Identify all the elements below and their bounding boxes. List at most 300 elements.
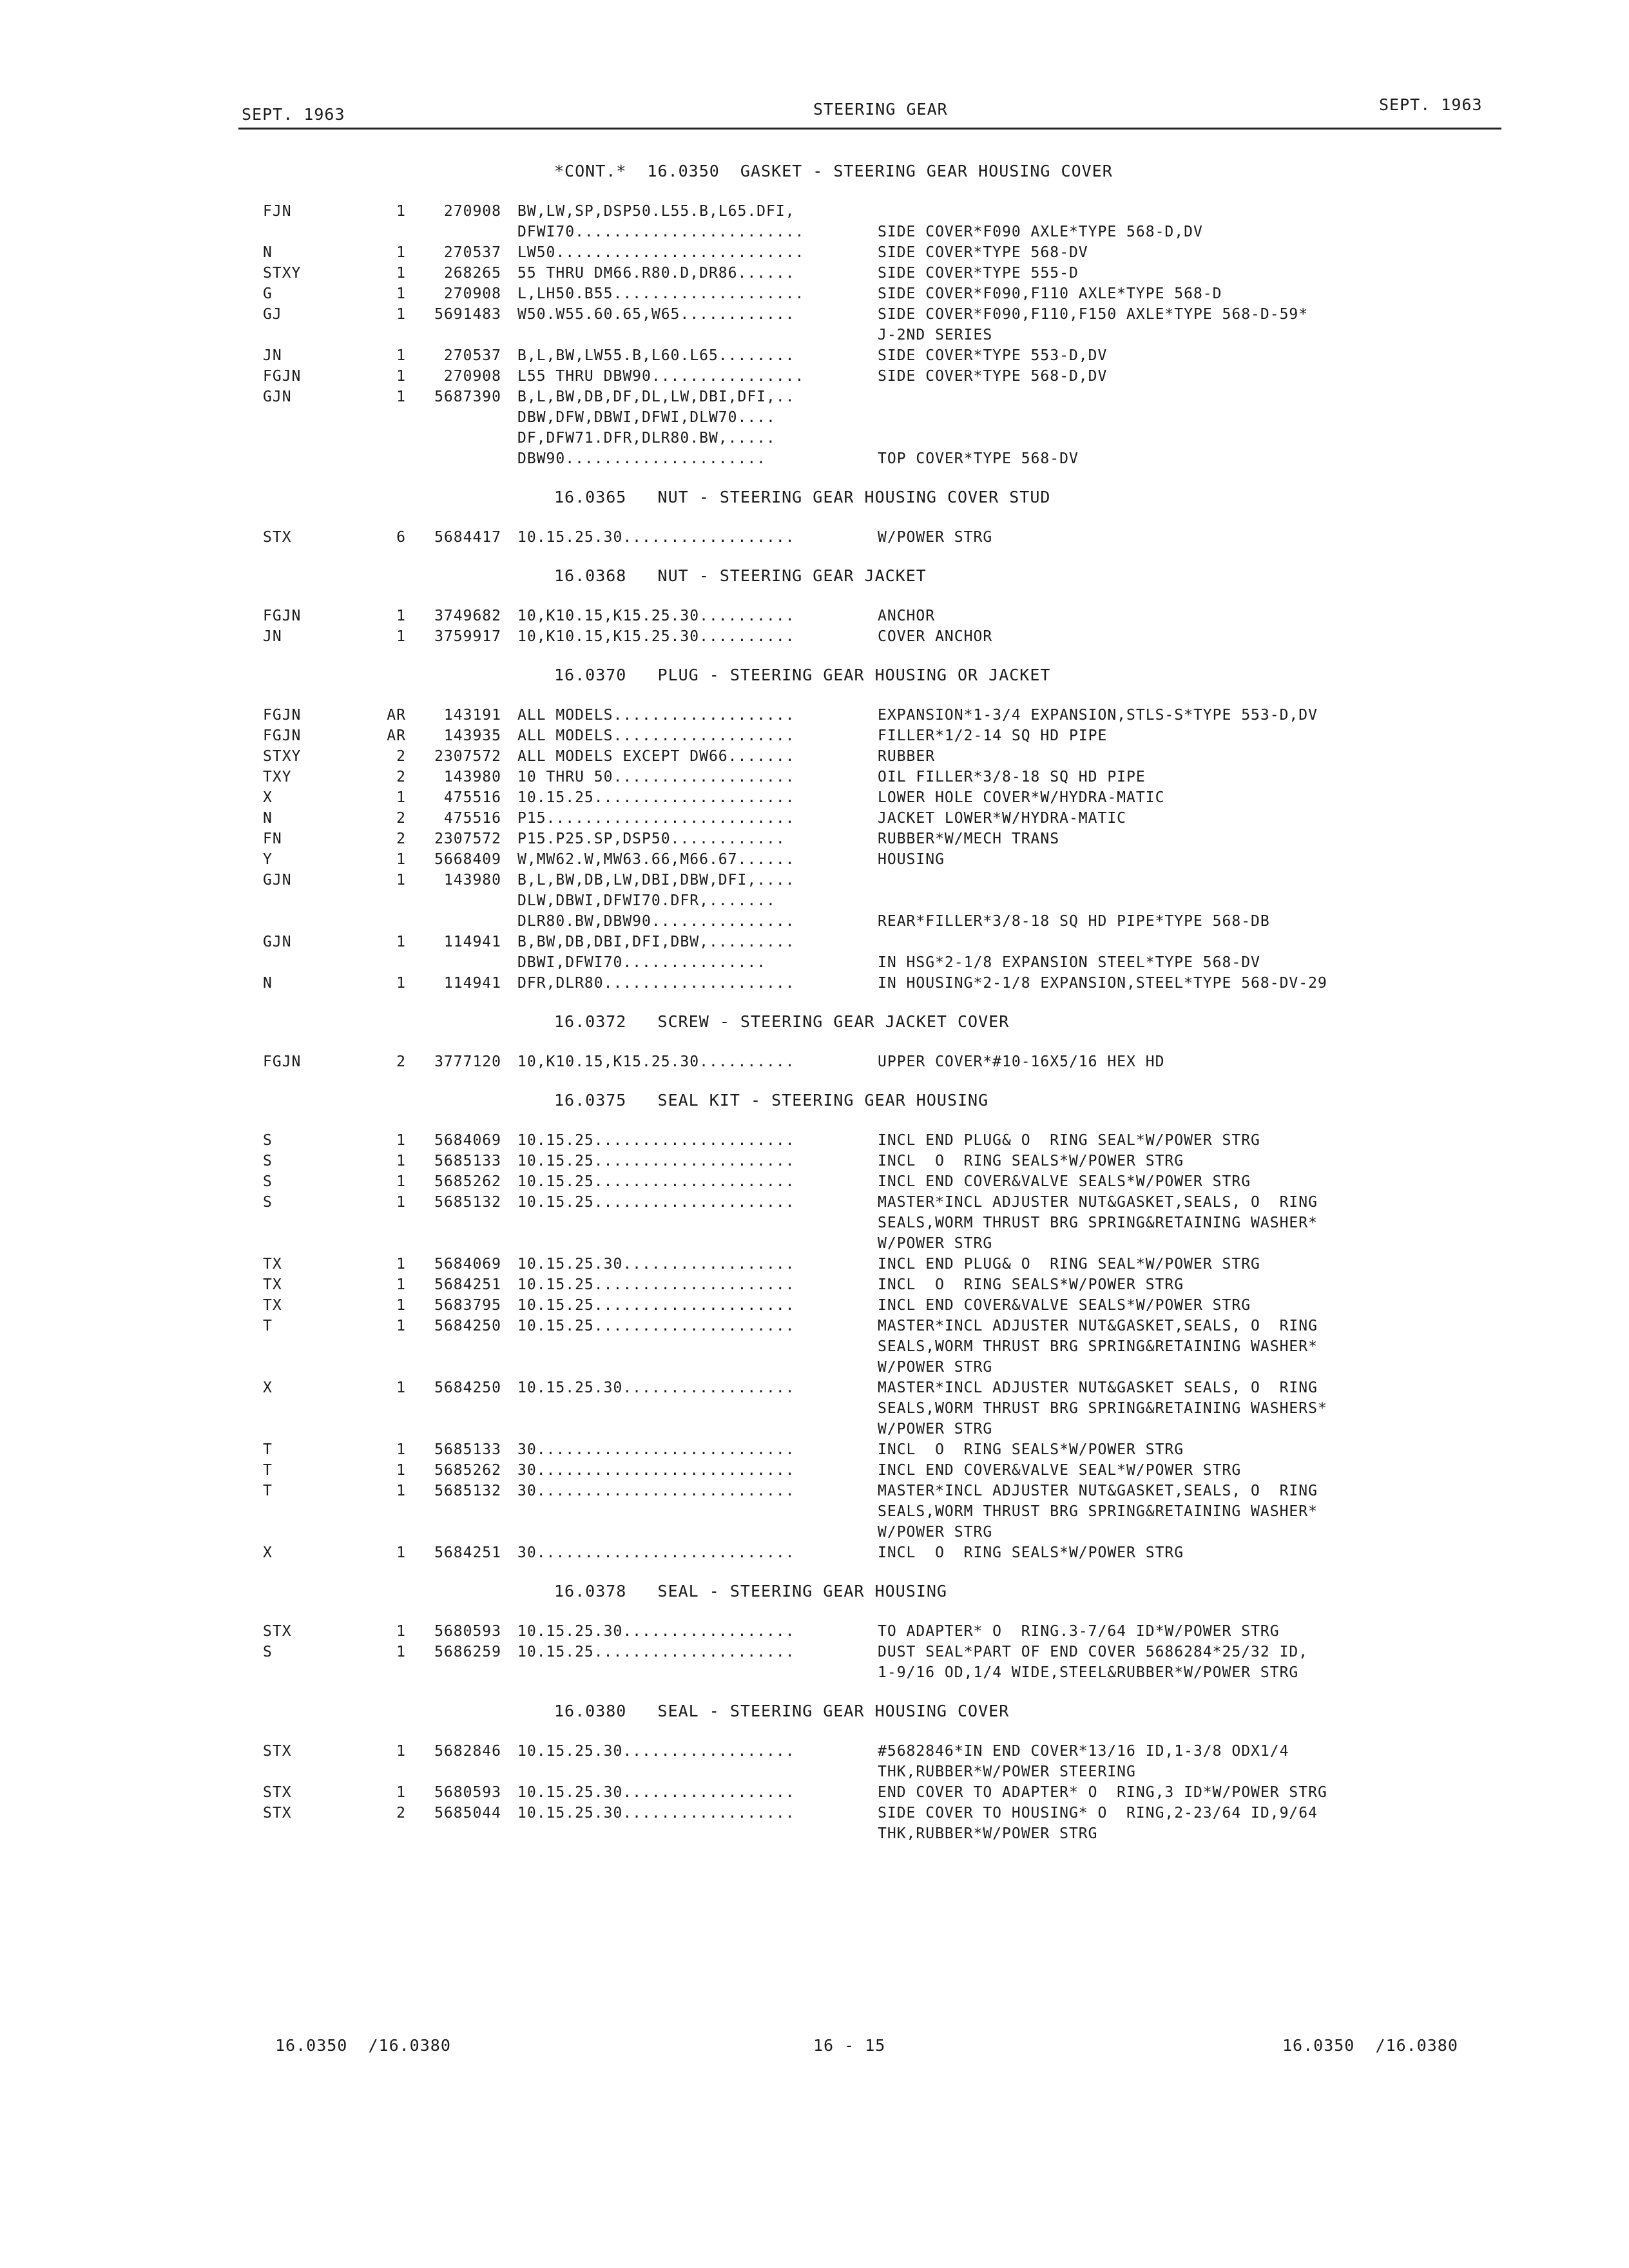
quantity: 1 xyxy=(396,244,406,261)
applicability-code: S xyxy=(263,1644,273,1660)
part-description: INCL O RING SEALS*W/POWER STRG xyxy=(878,1441,1184,1458)
entry-line xyxy=(0,767,1629,787)
entry-line xyxy=(0,952,1629,973)
part-number: 5691483 xyxy=(434,306,501,323)
applicability-code: JN xyxy=(263,628,282,645)
footer-range-right: 16.0350 /16.0380 xyxy=(1282,2036,1458,2055)
part-entry xyxy=(0,201,1629,242)
part-description: W/POWER STRG xyxy=(878,1421,993,1437)
header-title: STEERING GEAR xyxy=(813,100,948,119)
entry-line xyxy=(0,606,1629,626)
entry-line xyxy=(0,932,1629,952)
applicability-code: T xyxy=(263,1483,273,1499)
part-description: SEALS,WORM THRUST BRG SPRING&RETAINING WASHER* xyxy=(878,1338,1318,1355)
part-description: FILLER*1/2-14 SQ HD PIPE xyxy=(878,727,1108,744)
quantity: 2 xyxy=(396,748,406,765)
entry-line xyxy=(0,1357,1629,1378)
entry-line xyxy=(0,829,1629,849)
section-title: 16.0370 PLUG - STEERING GEAR HOUSING OR JACKET xyxy=(554,666,1051,684)
section-title: *CONT.* 16.0350 GASKET - STEERING GEAR HOUSING COVER xyxy=(554,162,1113,180)
applicability-code: X xyxy=(263,1379,273,1396)
model-list: 10.15.25..................... xyxy=(517,1132,795,1149)
quantity: 1 xyxy=(396,368,406,385)
entry-line xyxy=(0,1233,1629,1254)
part-description: DUST SEAL*PART OF END COVER 5686284*25/32 ID, xyxy=(878,1644,1309,1660)
quantity: 1 xyxy=(396,1743,406,1760)
model-list: 10.15.25..................... xyxy=(517,789,795,806)
quantity: AR xyxy=(387,727,406,744)
part-entry xyxy=(0,973,1629,994)
model-list: 10.15.25.30.................. xyxy=(517,1805,795,1821)
applicability-code: STX xyxy=(263,1805,292,1821)
part-description: SIDE COVER*TYPE 568-DV xyxy=(878,244,1088,261)
model-list: DBWI,DFWI70............... xyxy=(517,954,767,971)
part-number: 270908 xyxy=(443,285,501,302)
part-entry xyxy=(0,606,1629,626)
part-description: JACKET LOWER*W/HYDRA-MATIC xyxy=(878,810,1127,827)
entry-line xyxy=(0,911,1629,932)
entry-line xyxy=(0,1295,1629,1316)
part-description: RUBBER*W/MECH TRANS xyxy=(878,831,1060,847)
model-list: ALL MODELS................... xyxy=(517,707,795,724)
model-list: 10,K10.15,K15.25.30.......... xyxy=(517,1053,795,1070)
part-number: 114941 xyxy=(443,934,501,950)
applicability-code: X xyxy=(263,789,273,806)
quantity: 2 xyxy=(396,769,406,785)
part-entry xyxy=(0,1481,1629,1542)
header-divider xyxy=(238,128,1501,130)
applicability-code: T xyxy=(263,1441,273,1458)
part-number: 143980 xyxy=(443,872,501,889)
entry-line xyxy=(0,1336,1629,1357)
entry-line xyxy=(0,1823,1629,1844)
part-entry xyxy=(0,527,1629,548)
part-entry xyxy=(0,1171,1629,1192)
part-entry xyxy=(0,1192,1629,1254)
part-description: J-2ND SERIES xyxy=(878,327,993,343)
quantity: 2 xyxy=(396,1805,406,1821)
part-description: MASTER*INCL ADJUSTER NUT&GASKET,SEALS, O RING xyxy=(878,1318,1318,1334)
part-number: 5684250 xyxy=(434,1318,501,1334)
part-description: UPPER COVER*#10-16X5/16 HEX HD xyxy=(878,1053,1165,1070)
entry-line xyxy=(0,1662,1629,1683)
part-description: MASTER*INCL ADJUSTER NUT&GASKET,SEALS, O RING xyxy=(878,1483,1318,1499)
model-list: 10.15.25.30.................. xyxy=(517,1379,795,1396)
part-entry xyxy=(0,626,1629,647)
section-title: 16.0380 SEAL - STEERING GEAR HOUSING COVER xyxy=(554,1702,1010,1720)
part-number: 114941 xyxy=(443,975,501,992)
part-entry xyxy=(0,746,1629,767)
quantity: 1 xyxy=(396,265,406,282)
quantity: 1 xyxy=(396,1623,406,1640)
applicability-code: T xyxy=(263,1318,273,1334)
quantity: 2 xyxy=(396,810,406,827)
applicability-code: S xyxy=(263,1173,273,1190)
model-list: 10.15.25..................... xyxy=(517,1153,795,1169)
entry-line xyxy=(0,1398,1629,1419)
entry-line xyxy=(0,1151,1629,1171)
entry-line xyxy=(0,1481,1629,1501)
entry-line xyxy=(0,242,1629,263)
quantity: 1 xyxy=(396,389,406,405)
quantity: 1 xyxy=(396,1644,406,1660)
applicability-code: N xyxy=(263,975,273,992)
part-number: 5685044 xyxy=(434,1805,501,1821)
model-list: DBW,DFW,DBWI,DFWI,DLW70.... xyxy=(517,409,776,426)
part-entry xyxy=(0,1803,1629,1844)
model-list: 30........................... xyxy=(517,1441,795,1458)
part-entry xyxy=(0,1254,1629,1274)
part-entry xyxy=(0,767,1629,787)
quantity: 1 xyxy=(396,1173,406,1190)
part-number: 5686259 xyxy=(434,1644,501,1660)
part-description: TOP COVER*TYPE 568-DV xyxy=(878,450,1079,467)
model-list: 10.15.25.30.................. xyxy=(517,1743,795,1760)
entry-line xyxy=(0,304,1629,325)
part-description: THK,RUBBER*W/POWER STEERING xyxy=(878,1763,1136,1780)
applicability-code: X xyxy=(263,1544,273,1561)
quantity: 1 xyxy=(396,789,406,806)
part-description: LOWER HOLE COVER*W/HYDRA-MATIC xyxy=(878,789,1165,806)
applicability-code: N xyxy=(263,244,273,261)
entry-line xyxy=(0,870,1629,890)
quantity: 1 xyxy=(396,1379,406,1396)
part-description: IN HSG*2-1/8 EXPANSION STEEL*TYPE 568-DV xyxy=(878,954,1260,971)
quantity: 1 xyxy=(396,872,406,889)
part-description: INCL END COVER&VALVE SEALS*W/POWER STRG xyxy=(878,1297,1251,1314)
model-list: 10 THRU 50................... xyxy=(517,769,795,785)
part-number: 475516 xyxy=(443,810,501,827)
part-description: SIDE COVER*F090,F110 AXLE*TYPE 568-D xyxy=(878,285,1222,302)
model-list: 10.15.25..................... xyxy=(517,1297,795,1314)
part-entry xyxy=(0,849,1629,870)
model-list: 10.15.25..................... xyxy=(517,1276,795,1293)
quantity: 1 xyxy=(396,1318,406,1334)
entry-line xyxy=(0,1130,1629,1151)
part-entry xyxy=(0,1052,1629,1072)
part-description: ANCHOR xyxy=(878,608,936,624)
part-entry xyxy=(0,1130,1629,1151)
entry-line xyxy=(0,448,1629,469)
applicability-code: TX xyxy=(263,1297,282,1314)
applicability-code: GJN xyxy=(263,389,292,405)
part-description: W/POWER STRG xyxy=(878,1359,993,1376)
applicability-code: STXY xyxy=(263,265,302,282)
entry-line xyxy=(0,1741,1629,1762)
part-description: 1-9/16 OD,1/4 WIDE,STEEL&RUBBER*W/POWER STRG xyxy=(878,1664,1299,1681)
quantity: 1 xyxy=(396,1194,406,1211)
part-number: 5684069 xyxy=(434,1132,501,1149)
model-list: 30........................... xyxy=(517,1483,795,1499)
entry-line xyxy=(0,201,1629,222)
section-title: 16.0378 SEAL - STEERING GEAR HOUSING xyxy=(554,1582,947,1600)
model-list: 10.15.25.30.................. xyxy=(517,1784,795,1801)
applicability-code: STX xyxy=(263,529,292,546)
entry-line xyxy=(0,1621,1629,1642)
part-number: 5684069 xyxy=(434,1256,501,1273)
part-entry xyxy=(0,1741,1629,1782)
part-description: HOUSING xyxy=(878,851,945,868)
applicability-code: FGJN xyxy=(263,1053,302,1070)
part-number: 270537 xyxy=(443,244,501,261)
entry-line xyxy=(0,746,1629,767)
entry-line xyxy=(0,1378,1629,1398)
part-description: REAR*FILLER*3/8-18 SQ HD PIPE*TYPE 568-DB xyxy=(878,913,1270,930)
part-number: 5685132 xyxy=(434,1194,501,1211)
applicability-code: FGJN xyxy=(263,727,302,744)
part-description: INCL END PLUG& O RING SEAL*W/POWER STRG xyxy=(878,1132,1260,1149)
part-number: 5684417 xyxy=(434,529,501,546)
entry-line xyxy=(0,1192,1629,1213)
applicability-code: T xyxy=(263,1462,273,1479)
part-description: W/POWER STRG xyxy=(878,529,993,546)
quantity: 1 xyxy=(396,1256,406,1273)
model-list: B,L,BW,LW55.B,L60.L65........ xyxy=(517,347,795,364)
entry-line xyxy=(0,345,1629,366)
model-list: L,LH50.B55.................... xyxy=(517,285,805,302)
part-description: COVER ANCHOR xyxy=(878,628,993,645)
footer-range-left: 16.0350 /16.0380 xyxy=(275,2036,451,2055)
model-list: DBW90..................... xyxy=(517,450,767,467)
part-number: 5684251 xyxy=(434,1276,501,1293)
model-list: 10.15.25.30.................. xyxy=(517,1623,795,1640)
entry-line xyxy=(0,1171,1629,1192)
entry-line xyxy=(0,726,1629,746)
entry-line xyxy=(0,787,1629,808)
part-description: SIDE COVER*TYPE 553-D,DV xyxy=(878,347,1108,364)
part-number: 143980 xyxy=(443,769,501,785)
part-entry xyxy=(0,1274,1629,1295)
model-list: L55 THRU DBW90................ xyxy=(517,368,805,385)
part-number: 2307572 xyxy=(434,831,501,847)
part-description: MASTER*INCL ADJUSTER NUT&GASKET,SEALS, O RING xyxy=(878,1194,1318,1211)
part-number: 5685133 xyxy=(434,1153,501,1169)
model-list: 10.15.25..................... xyxy=(517,1173,795,1190)
entry-line xyxy=(0,973,1629,994)
header-date-left: SEPT. 1963 xyxy=(242,105,345,124)
section-title: 16.0365 NUT - STEERING GEAR HOUSING COVER STUD xyxy=(554,488,1051,506)
applicability-code: STX xyxy=(263,1743,292,1760)
part-entry xyxy=(0,304,1629,345)
quantity: 1 xyxy=(396,1483,406,1499)
entry-line xyxy=(0,366,1629,387)
part-number: 5680593 xyxy=(434,1784,501,1801)
model-list: 10.15.25.30.................. xyxy=(517,529,795,546)
entry-line xyxy=(0,428,1629,448)
quantity: 1 xyxy=(396,1441,406,1458)
part-entry xyxy=(0,829,1629,849)
quantity: 1 xyxy=(396,1297,406,1314)
part-entry xyxy=(0,808,1629,829)
quantity: 1 xyxy=(396,851,406,868)
part-number: 5687390 xyxy=(434,389,501,405)
applicability-code: S xyxy=(263,1194,273,1211)
entry-line xyxy=(0,1274,1629,1295)
entry-line xyxy=(0,284,1629,304)
part-number: 5685132 xyxy=(434,1483,501,1499)
model-list: 10.15.25..................... xyxy=(517,1194,795,1211)
part-entry xyxy=(0,284,1629,304)
applicability-code: GJN xyxy=(263,934,292,950)
model-list: P15.P25.SP,DSP50............ xyxy=(517,831,786,847)
quantity: 1 xyxy=(396,608,406,624)
quantity: 1 xyxy=(396,1784,406,1801)
entry-line xyxy=(0,1803,1629,1823)
model-list: P15.......................... xyxy=(517,810,795,827)
entry-line xyxy=(0,849,1629,870)
part-description: INCL END COVER&VALVE SEALS*W/POWER STRG xyxy=(878,1173,1251,1190)
applicability-code: STX xyxy=(263,1623,292,1640)
part-number: 143191 xyxy=(443,707,501,724)
header-date-right: SEPT. 1963 xyxy=(1379,95,1483,114)
part-description: RUBBER xyxy=(878,748,936,765)
applicability-code: Y xyxy=(263,851,273,868)
entry-line xyxy=(0,808,1629,829)
section-title: 16.0368 NUT - STEERING GEAR JACKET xyxy=(554,566,927,585)
model-list: W,MW62.W,MW63.66,M66.67...... xyxy=(517,851,795,868)
entry-line xyxy=(0,1762,1629,1782)
applicability-code: FN xyxy=(263,831,282,847)
part-entry xyxy=(0,1151,1629,1171)
part-description: SIDE COVER*TYPE 555-D xyxy=(878,265,1079,282)
model-list: 30........................... xyxy=(517,1544,795,1561)
part-description: MASTER*INCL ADJUSTER NUT&GASKET SEALS, O RING xyxy=(878,1379,1318,1396)
part-entry xyxy=(0,1316,1629,1378)
entry-line xyxy=(0,263,1629,284)
model-list: 10.15.25..................... xyxy=(517,1318,795,1334)
applicability-code: GJN xyxy=(263,872,292,889)
part-number: 5685133 xyxy=(434,1441,501,1458)
entry-line xyxy=(0,1460,1629,1481)
entry-line xyxy=(0,1213,1629,1233)
part-number: 5680593 xyxy=(434,1623,501,1640)
part-number: 3777120 xyxy=(434,1053,501,1070)
model-list: ALL MODELS................... xyxy=(517,727,795,744)
part-entry xyxy=(0,870,1629,932)
model-list: B,L,BW,DB,DF,DL,LW,DBI,DFI,.. xyxy=(517,389,795,405)
part-number: 5683795 xyxy=(434,1297,501,1314)
part-number: 5685262 xyxy=(434,1462,501,1479)
quantity: 1 xyxy=(396,1153,406,1169)
model-list: 10,K10.15,K15.25.30.......... xyxy=(517,608,795,624)
quantity: 2 xyxy=(396,831,406,847)
applicability-code: N xyxy=(263,810,273,827)
part-entry xyxy=(0,345,1629,366)
entry-line xyxy=(0,1254,1629,1274)
part-entry xyxy=(0,263,1629,284)
entry-line xyxy=(0,1419,1629,1439)
model-list: LW50.......................... xyxy=(517,244,805,261)
applicability-code: S xyxy=(263,1153,273,1169)
part-description: OIL FILLER*3/8-18 SQ HD PIPE xyxy=(878,769,1146,785)
part-description: EXPANSION*1-3/4 EXPANSION,STLS-S*TYPE 553-D,DV xyxy=(878,707,1318,724)
part-entry xyxy=(0,705,1629,726)
quantity: 1 xyxy=(396,628,406,645)
part-description: INCL END COVER&VALVE SEAL*W/POWER STRG xyxy=(878,1462,1242,1479)
entry-line xyxy=(0,407,1629,428)
part-number: 143935 xyxy=(443,727,501,744)
part-description: INCL O RING SEALS*W/POWER STRG xyxy=(878,1153,1184,1169)
quantity: 1 xyxy=(396,975,406,992)
model-list: 55 THRU DM66.R80.D,DR86...... xyxy=(517,265,795,282)
part-number: 5682846 xyxy=(434,1743,501,1760)
quantity: 1 xyxy=(396,934,406,950)
applicability-code: JN xyxy=(263,347,282,364)
model-list: 10.15.25..................... xyxy=(517,1644,795,1660)
model-list: DLR80.BW,DBW90............... xyxy=(517,913,795,930)
model-list: DFR,DLR80.................... xyxy=(517,975,795,992)
entry-line xyxy=(0,387,1629,407)
part-entry xyxy=(0,726,1629,746)
quantity: 6 xyxy=(396,529,406,546)
part-description: TO ADAPTER* O RING.3-7/64 ID*W/POWER STRG xyxy=(878,1623,1280,1640)
part-number: 5684250 xyxy=(434,1379,501,1396)
footer-page-number: 16 - 15 xyxy=(813,2036,886,2055)
entry-line xyxy=(0,1316,1629,1336)
entry-line xyxy=(0,890,1629,911)
applicability-code: S xyxy=(263,1132,273,1149)
quantity: 1 xyxy=(396,1462,406,1479)
applicability-code: TX xyxy=(263,1276,282,1293)
entry-line xyxy=(0,1642,1629,1662)
quantity: 1 xyxy=(396,285,406,302)
part-description: INCL END PLUG& O RING SEAL*W/POWER STRG xyxy=(878,1256,1260,1273)
model-list: W50.W55.60.65,W65............ xyxy=(517,306,795,323)
part-description: SIDE COVER*TYPE 568-D,DV xyxy=(878,368,1108,385)
entry-line xyxy=(0,1052,1629,1072)
entry-line xyxy=(0,325,1629,345)
model-list: 10.15.25.30.................. xyxy=(517,1256,795,1273)
quantity: 1 xyxy=(396,203,406,220)
section-title: 16.0375 SEAL KIT - STEERING GEAR HOUSING xyxy=(554,1091,989,1110)
part-entry xyxy=(0,1378,1629,1439)
part-description: IN HOUSING*2-1/8 EXPANSION,STEEL*TYPE 568-DV-29 xyxy=(878,975,1327,992)
part-number: 5685262 xyxy=(434,1173,501,1190)
model-list: B,BW,DB,DBI,DFI,DBW,......... xyxy=(517,934,795,950)
part-number: 3759917 xyxy=(434,628,501,645)
part-number: 268265 xyxy=(443,265,501,282)
model-list: BW,LW,SP,DSP50.L55.B,L65.DFI, xyxy=(517,203,795,220)
part-entry xyxy=(0,932,1629,973)
applicability-code: FGJN xyxy=(263,608,302,624)
part-entry xyxy=(0,387,1629,469)
part-description: SIDE COVER TO HOUSING* O RING,2-23/64 ID,9/64 xyxy=(878,1805,1318,1821)
part-number: 5668409 xyxy=(434,851,501,868)
entry-line xyxy=(0,527,1629,548)
part-number: 5684251 xyxy=(434,1544,501,1561)
quantity: 1 xyxy=(396,1544,406,1561)
entry-line xyxy=(0,222,1629,242)
quantity: 1 xyxy=(396,1132,406,1149)
model-list: DLW,DBWI,DFWI70.DFR,....... xyxy=(517,892,776,909)
part-description: SEALS,WORM THRUST BRG SPRING&RETAINING WASHER* xyxy=(878,1215,1318,1231)
applicability-code: STX xyxy=(263,1784,292,1801)
part-description: W/POWER STRG xyxy=(878,1524,993,1541)
entry-line xyxy=(0,1439,1629,1460)
part-description: SIDE COVER*F090,F110,F150 AXLE*TYPE 568-D-59* xyxy=(878,306,1309,323)
part-entry xyxy=(0,242,1629,263)
part-description: INCL O RING SEALS*W/POWER STRG xyxy=(878,1276,1184,1293)
model-list: B,L,BW,DB,LW,DBI,DBW,DFI,.... xyxy=(517,872,795,889)
applicability-code: FJN xyxy=(263,203,292,220)
quantity: 1 xyxy=(396,306,406,323)
quantity: AR xyxy=(387,707,406,724)
part-description: SEALS,WORM THRUST BRG SPRING&RETAINING WASHERS* xyxy=(878,1400,1327,1417)
part-entry xyxy=(0,1642,1629,1683)
part-entry xyxy=(0,366,1629,387)
part-number: 475516 xyxy=(443,789,501,806)
model-list: DF,DFW71.DFR,DLR80.BW,..... xyxy=(517,430,776,447)
